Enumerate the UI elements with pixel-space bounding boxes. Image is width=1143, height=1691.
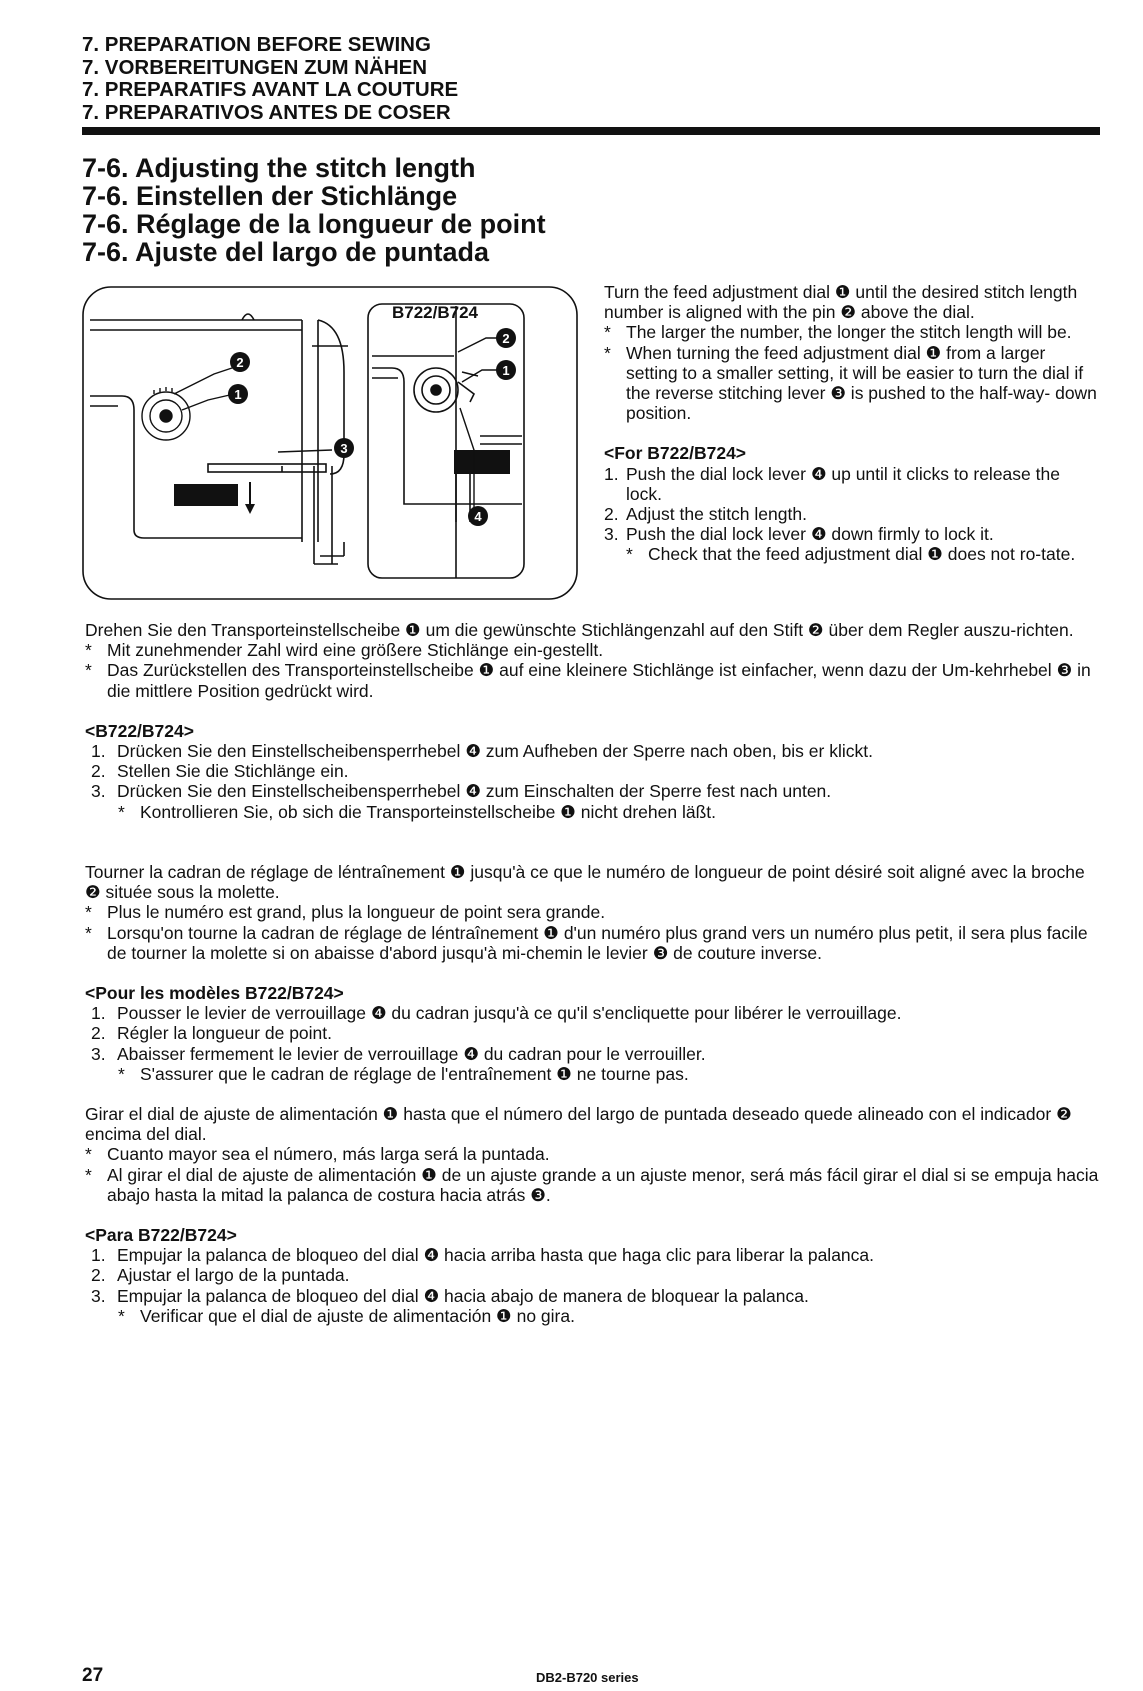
es-note: * Verificar que el dial de ajuste de alimentación ❶ no gira. xyxy=(118,1305,575,1326)
callout-1-right xyxy=(496,360,516,380)
chapter-title-es: 7. PREPARATIVOS ANTES DE COSER xyxy=(82,100,451,124)
en-heading: <For B722/B724> xyxy=(604,443,747,464)
svg-text:1: 1 xyxy=(502,363,510,378)
de-note: * Kontrollieren Sie, ob sich die Transporteinstellscheibe ❶ nicht drehen läßt. xyxy=(118,801,716,822)
german-instructions xyxy=(85,620,1103,822)
chapter-title-en: 7. PREPARATION BEFORE SEWING xyxy=(82,33,431,56)
de-step-2: 2. Stellen Sie die Stichlänge ein. xyxy=(91,761,349,782)
es-step-3: 3. Empujar la palanca de bloqueo del dial ❹ hacia abajo de manera de bloquear la palanca. xyxy=(91,1285,809,1306)
chapter-heading xyxy=(82,34,458,124)
figure-model-label: B722/B724 xyxy=(392,303,479,322)
de-intro: Drehen Sie den Transporteinstellscheibe ❶ um die gewünschte Stichlängenzahl auf den Stift ❷ über dem Regler auszu-richten. xyxy=(85,620,1074,640)
fr-note: * S'assurer que le cadran de réglage de l'entraînement ❶ ne tourne pas. xyxy=(118,1063,689,1084)
section-title-fr: 7-6. Réglage de la longueur de point xyxy=(82,209,546,239)
en-step-1: 1. Push the dial lock lever ❹ up until it clicks to release the lock. xyxy=(604,463,1060,504)
es-step-2: 2. Ajustar el largo de la puntada. xyxy=(91,1265,350,1286)
stitch-length-illustration xyxy=(82,286,578,600)
callout-2-left xyxy=(230,352,250,372)
svg-text:1: 1 xyxy=(234,387,242,402)
es-heading: <Para B722/B724> xyxy=(85,1225,237,1246)
chapter-title-de: 7. VORBEREITUNGEN ZUM NÄHEN xyxy=(82,55,428,79)
fr-step-2: 2. Régler la longueur de point. xyxy=(91,1023,333,1044)
fr-step-3: 3. Abaisser fermement le levier de verrouillage ❹ du cadran pour le verrouiller. xyxy=(91,1043,706,1064)
fr-intro: Tourner la cadran de réglage de léntraînement ❶ jusqu'à ce que le numéro de longueur de point désiré soit aligné avec la broche ❷ située sous la molette. xyxy=(85,862,1085,903)
es-step-1: 1. Empujar la palanca de bloqueo del dial ❹ hacia arriba hasta que haga clic para liberar la palanca. xyxy=(91,1245,875,1266)
de-step-1: 1. Drücken Sie den Einstellscheibensperrhebel ❹ zum Aufheben der Sperre nach oben, bis er klickt. xyxy=(91,741,873,762)
page-number: 27 xyxy=(82,1665,104,1686)
series-name: DB2-B720 series xyxy=(536,1670,639,1685)
en-bullet-2: * When turning the feed adjustment dial ❶ from a larger setting to a smaller setting, it will be easier to turn the dial if the reverse stitching lever ❸ is pushed to the half-way- down position. xyxy=(604,342,1097,424)
en-step-3: 3. Push the dial lock lever ❹ down firmly to lock it. xyxy=(604,524,994,545)
fr-step-1: 1. Pousser le levier de verrouillage ❹ du cadran jusqu'à ce qu'il s'encliquette pour libérer le verrouillage. xyxy=(91,1003,902,1024)
en-intro: Turn the feed adjustment dial ❶ until the desired stitch length number is aligned with the pin ❷ above the dial. xyxy=(604,282,1078,323)
es-intro: Girar el dial de ajuste de alimentación ❶ hasta que el número del largo de puntada deseado quede alineado con el indicador ❷ encima del dial. xyxy=(85,1104,1072,1145)
section-title-de: 7-6. Einstellen der Stichlänge xyxy=(82,181,458,211)
callout-2-right xyxy=(496,328,516,348)
es-bullet-1: * Cuanto mayor sea el número, más larga será la puntada. xyxy=(85,1144,550,1165)
section-title-es: 7-6. Ajuste del largo de puntada xyxy=(82,237,490,267)
svg-text:2: 2 xyxy=(236,355,244,370)
fr-bullet-2: * Lorsqu'on tourne la cadran de réglage de léntraînement ❶ d'un numéro plus grand vers un numéro plus petit, il sera plus facile de tourner la molette si on abaisse d'abord jusqu'à mi-chemin le levier ❸ de couture inverse. xyxy=(85,922,1088,963)
de-bullet-1: * Mit zunehmender Zahl wird eine größere Stichlänge ein-gestellt. xyxy=(85,640,604,661)
callout-3 xyxy=(334,438,354,458)
callout-4 xyxy=(468,506,488,526)
de-bullet-2: * Das Zurückstellen des Transporteinstellscheibe ❶ auf eine kleinere Stichlänge ist einfacher, wenn dazu der Um-kehrhebel ❸ in die mittlere Position gedrückt wird. xyxy=(85,660,1091,701)
en-note: * Check that the feed adjustment dial ❶ does not ro-tate. xyxy=(626,544,1076,565)
machine-head-drawing xyxy=(82,286,578,600)
en-step-2: 2. Adjust the stitch length. xyxy=(604,504,807,525)
section-title-en: 7-6. Adjusting the stitch length xyxy=(82,153,476,183)
es-bullet-2: * Al girar el dial de ajuste de alimentación ❶ de un ajuste grande a un ajuste menor, será más fácil girar el dial si se empuja hacia abajo hasta la mitad la palanca de costura hacia atrás ❸. xyxy=(85,1164,1099,1205)
svg-text:3: 3 xyxy=(340,441,348,456)
fr-bullet-1: * Plus le numéro est grand, plus la longueur de point sera grande. xyxy=(85,902,606,923)
de-heading: <B722/B724> xyxy=(85,720,194,741)
fr-heading: <Pour les modèles B722/B724> xyxy=(85,983,344,1004)
chapter-title-fr: 7. PREPARATIFS AVANT LA COUTURE xyxy=(82,78,459,101)
french-instructions xyxy=(85,862,1103,1084)
english-instructions xyxy=(604,282,1100,565)
spanish-instructions xyxy=(85,1104,1103,1326)
callout-1-left xyxy=(228,384,248,404)
en-bullet-1: * The larger the number, the longer the stitch length will be. xyxy=(604,322,1072,343)
heading-rule xyxy=(82,127,1100,135)
de-step-3: 3. Drücken Sie den Einstellscheibensperrhebel ❹ zum Einschalten der Sperre fest nach unten. xyxy=(91,781,832,802)
svg-text:2: 2 xyxy=(502,331,510,346)
section-heading xyxy=(82,154,546,266)
svg-text:4: 4 xyxy=(474,509,482,524)
